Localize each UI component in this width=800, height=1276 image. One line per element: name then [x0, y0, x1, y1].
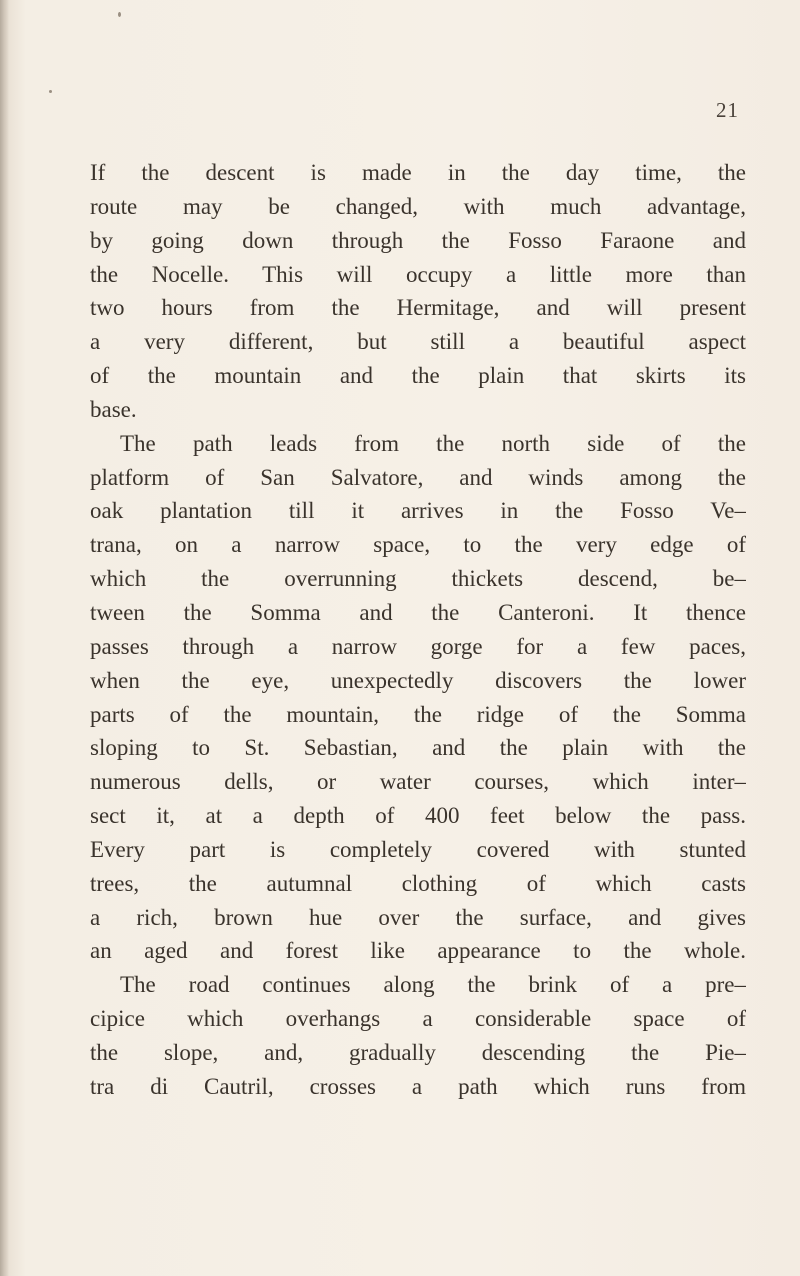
text-line: by going down through the Fosso Faraone and [90, 227, 746, 253]
text-line: sect it, at a depth of 400 feet below the pass. [90, 803, 746, 829]
text-line: The road continues along the brink of a pre– [120, 972, 746, 998]
text-line: parts of the mountain, the ridge of the Somma [90, 701, 746, 727]
text-line: which the overrunning thickets descend, be– [90, 566, 746, 592]
text-line: The path leads from the north side of the [120, 430, 746, 456]
text-line: the Nocelle. This will occupy a little more than [90, 261, 746, 287]
text-line: trana, on a narrow space, to the very edge of [90, 532, 746, 558]
text-line: when the eye, unexpectedly discovers the lower [90, 667, 746, 693]
text-line: a rich, brown hue over the surface, and gives [90, 904, 746, 930]
paper-speck [49, 90, 52, 93]
text-line: the slope, and, gradually descending the Pie– [90, 1039, 746, 1065]
page-number: 21 [716, 98, 739, 122]
text-line: numerous dells, or water courses, which inter– [90, 769, 746, 795]
text-line: tween the Somma and the Canteroni. It thence [90, 599, 746, 625]
text-line: of the mountain and the plain that skirts its [90, 363, 746, 389]
text-line: route may be changed, with much advantage, [90, 193, 746, 219]
body-text [90, 156, 746, 1104]
text-line: base. [90, 396, 137, 422]
text-line: trees, the autumnal clothing of which casts [90, 870, 746, 896]
text-line: a very different, but still a beautiful aspect [90, 329, 746, 355]
text-line: two hours from the Hermitage, and will present [90, 295, 746, 321]
paper-speck [118, 12, 121, 17]
text-line: If the descent is made in the day time, the [90, 160, 746, 185]
page-binding-shadow [0, 0, 9, 1276]
text-line: an aged and forest like appearance to the whole. [90, 938, 746, 964]
text-line: passes through a narrow gorge for a few paces, [90, 633, 746, 659]
text-line: oak plantation till it arrives in the Fosso Ve– [90, 498, 746, 524]
text-line: Every part is completely covered with stunted [90, 836, 746, 862]
text-line: tra di Cautril, crosses a path which runs from [90, 1073, 746, 1099]
text-line: platform of San Salvatore, and winds among the [90, 464, 746, 490]
text-line: sloping to St. Sebastian, and the plain with the [90, 735, 746, 761]
text-line: cipice which overhangs a considerable space of [90, 1006, 746, 1032]
